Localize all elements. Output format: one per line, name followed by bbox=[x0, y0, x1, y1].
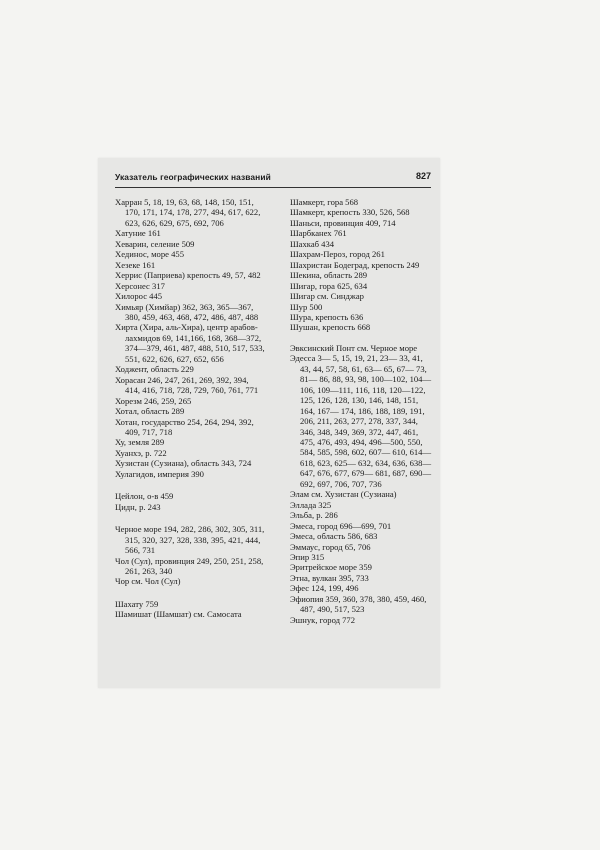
index-entry: Шигар см. Синджар bbox=[290, 291, 364, 302]
index-entry: Шамкерт, крепость 330, 526, 568 bbox=[290, 207, 410, 218]
index-entry: Хуанхэ, р. 722 bbox=[115, 447, 167, 458]
index-entry: Эшнук, город 772 bbox=[290, 614, 356, 625]
index-entry: Этна, вулкан 395, 733 bbox=[290, 572, 369, 583]
index-entry: Шахкаб 434 bbox=[290, 238, 335, 249]
index-entry: Шур 500 bbox=[290, 301, 323, 312]
index-entry: Шамкерт, гора 568 bbox=[290, 197, 359, 207]
header-title: Указатель географических названий bbox=[115, 172, 271, 182]
index-entry: Эдесса 3— 5, 15, 19, 21, 23— 33, 41, 43, 44, 57, 58, 61, 63— 65, 67— 73, 81— 86, 88, 93, 98, 100—102, 104—106, 109—111, 116, 118, 120—122, 125, 126, 128, 130, 146, 148, 151, 164, 167— 174, 186, 188, 189, 191, 206, 211, 263, 277, 278, 337, 344, 346, 348, 349, 369, 372, 447, 461, 475, 476, 493, 494, 496—500, 550, 584, 585, 598, 602, 607— 610, 614— 618, 623, 625— 632, 634, 636, 638—647, 676, 677, 679— 681, 687, 690— 692, 697, 706, 707, 736 bbox=[290, 353, 432, 489]
index-entry: Хузистан (Сузиана), область 343, 724 bbox=[115, 458, 252, 469]
index-entry: Эфиопия 359, 360, 378, 380, 459, 460, 487, 490, 517, 523 bbox=[290, 593, 427, 615]
index-entry: Эмеса, область 586, 683 bbox=[290, 531, 378, 542]
index-entry: Шарбканех 761 bbox=[290, 228, 347, 239]
letter-section-gap bbox=[115, 479, 265, 491]
index-entry: Хотан, государство 254, 264, 294, 392, 409, 717, 718 bbox=[115, 416, 254, 437]
letter-section-gap bbox=[115, 587, 265, 599]
index-entry: Харран 5, 18, 19, 63, 68, 148, 150, 151, 170, 171, 174, 178, 277, 494, 617, 622, 623, 626, 629, 675, 692, 706 bbox=[115, 197, 261, 228]
index-entry: Хилорос 445 bbox=[115, 291, 163, 302]
index-entry: Шушан, крепость 668 bbox=[290, 322, 371, 333]
index-column-right bbox=[290, 197, 433, 625]
index-entry: Шекина, область 289 bbox=[290, 270, 368, 281]
index-entry: Шамишат (Шамшат) см. Самосата bbox=[115, 609, 242, 620]
index-entry: Хединос, море 455 bbox=[115, 249, 184, 260]
index-entry: Цейлон, о-в 459 bbox=[115, 491, 174, 502]
index-entry: Ху, земля 289 bbox=[115, 437, 165, 448]
letter-section-gap bbox=[290, 333, 433, 343]
index-entry: Хеварин, селение 509 bbox=[115, 238, 195, 249]
index-entry: Хезеке 161 bbox=[115, 259, 156, 270]
index-entry: Шигар, гора 625, 634 bbox=[290, 280, 368, 291]
index-entry: Эльба, р. 286 bbox=[290, 510, 338, 521]
index-entry: Эпир 315 bbox=[290, 551, 325, 562]
index-entry: Шахату 759 bbox=[115, 598, 159, 609]
index-entry: Херсонес 317 bbox=[115, 280, 165, 291]
index-entry: Эвксинский Понт см. Черное море bbox=[290, 342, 418, 353]
index-entry: Ходжент, область 229 bbox=[115, 364, 194, 375]
index-entry: Хорезм 246, 259, 265 bbox=[115, 395, 192, 406]
index-entry: Эллада 325 bbox=[290, 499, 332, 510]
index-entry: Шахристан Бодеград, крепость 249 bbox=[290, 259, 420, 270]
page-number: 827 bbox=[415, 171, 431, 181]
letter-section-gap bbox=[115, 512, 265, 524]
index-entry: Хотал, область 289 bbox=[115, 406, 185, 417]
index-entry: Эритрейское море 359 bbox=[290, 562, 372, 573]
index-entry: Элам см. Хузистан (Сузиана) bbox=[290, 489, 397, 500]
index-entry: Черное море 194, 282, 286, 302, 305, 311, 315, 320, 327, 328, 338, 395, 421, 444, 566, 731 bbox=[115, 524, 265, 556]
index-entry: Хатуние 161 bbox=[115, 228, 161, 239]
running-header bbox=[115, 172, 431, 188]
index-entry: Шахрам-Пероз, город 261 bbox=[290, 249, 385, 260]
index-entry: Шаньси, провинция 409, 714 bbox=[290, 217, 396, 228]
index-entry: Шура, крепость 636 bbox=[290, 311, 364, 322]
index-entry: Эммаус, город 65, 706 bbox=[290, 541, 371, 552]
index-entry: Херрис (Паприева) крепость 49, 57, 482 bbox=[115, 270, 261, 281]
index-column-left bbox=[115, 197, 265, 620]
index-entry: Хулагидов, империя 390 bbox=[115, 468, 204, 479]
index-entry: Чол (Сул), провинция 249, 250, 251, 258, 261, 263, 340 bbox=[115, 555, 264, 576]
index-entry: Хорасан 246, 247, 261, 269, 392, 394, 414, 416, 718, 728, 729, 760, 761, 771 bbox=[115, 374, 259, 396]
index-entry: Эфес 124, 199, 496 bbox=[290, 583, 359, 594]
index-entry: Химьяр (Химйар) 362, 363, 365—367, 380, 459, 463, 468, 472, 486, 487, 488 bbox=[115, 301, 259, 322]
index-entry: Цидн, р. 243 bbox=[115, 501, 161, 512]
index-entry: Чор см. Чол (Сул) bbox=[115, 576, 181, 587]
index-entry: Хирта (Хира, аль-Хира), центр арабов-лахмидов 69, 141,166, 168, 368—372, 374—379, 461, 487, 488, 510, 517, 533, 551, 622, 626, 627, 652, 656 bbox=[115, 322, 265, 364]
index-entry: Эмеса, город 696—699, 701 bbox=[290, 520, 392, 531]
